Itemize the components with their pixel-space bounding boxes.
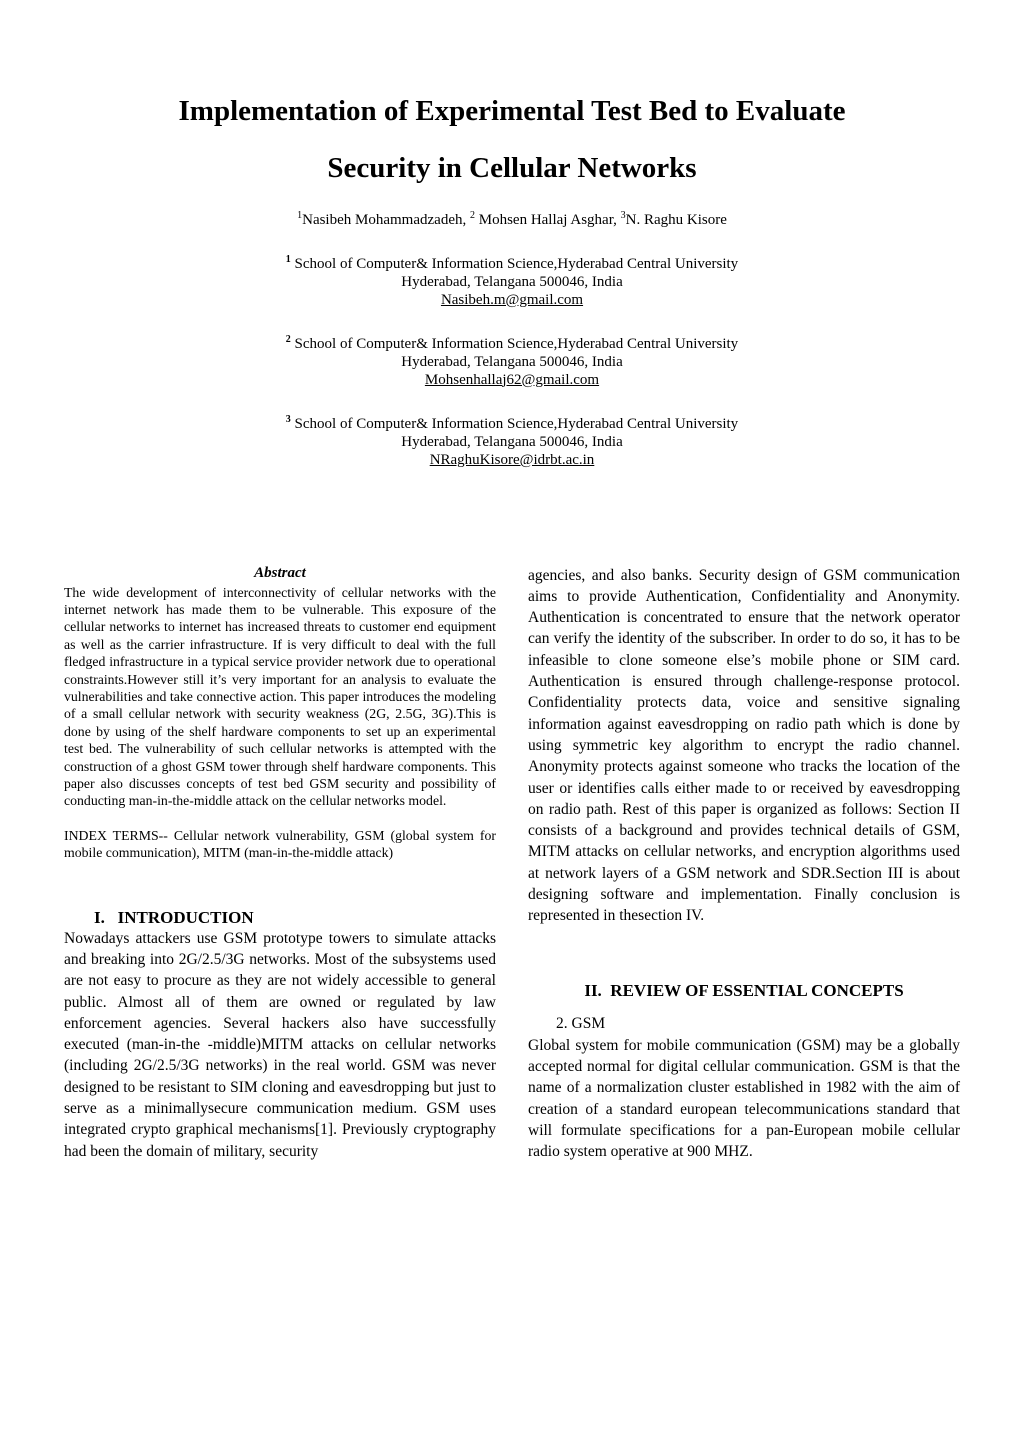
author-name-2: Mohsen Hallaj Asghar, [474, 211, 621, 228]
author-sup-2: 2 [469, 209, 475, 221]
affiliation-block-2 [0, 335, 1024, 389]
paper-title [0, 0, 1024, 186]
author-sup-1: 1 [297, 209, 303, 221]
left-column [64, 565, 496, 1163]
abstract-heading: Abstract [254, 564, 306, 581]
affiliation-institution: School of Computer& Information Science,Hyderabad Central University [290, 415, 739, 432]
affiliation-institution: School of Computer& Information Science,Hyderabad Central University [290, 335, 739, 352]
affiliation-line2: Hyderabad, Telangana 500046, India [401, 433, 623, 450]
affiliation-sup: 1 [285, 253, 291, 265]
affiliation-block-3 [0, 415, 1024, 469]
continuation-text: agencies, and also banks. Security design of GSM communication aims to provide Authentication, Confidentiality and Anonymity. Authentication is concentrated to ensure that the network operator can verify the identity of the subscriber. In order to do so, it has to be infeasible to clone someone else’s mobile phone or SIM card. Authentication is ensured through challenge-response protocol. Confidentiality protects data, voice and sensitive signaling information against eavesdropping on radio path which is done by using symmetric key algorithm to encrypt the radio channel. Anonymity protects against someone who tracks the location of the user or identifies calls either made to or received by eavesdropping on radio path. Rest of this paper is organized as follows: Section II consists of a background and provides technical details of GSM, MITM attacks on cellular networks, and encryption algorithms used at network layers of a GSM network and SDR.Section III is about designing software and implementation. Finally conclusion is represented in thesection IV. [528, 566, 960, 925]
email-link[interactable]: Mohsenhallaj62@gmail.com [424, 371, 600, 388]
authors-line [0, 209, 1024, 229]
abstract-text: The wide development of interconnectivity of cellular networks with the internet network has made them to be vulnerable. This exposure of the cellular networks to internet has increased threats to customer end equipment as well as the carrier infrastructure. If is very difficult to deal with the full fledged infrastructure in a typical service provider network due to operational constraints.However still it’s very important for an analysis to evaluate the vulnerabilities and take connective action. This paper introduces the modeling of a small cellular network with security weakness (2G, 2.5G, 3G).This is done by using of the shelf hardware components to set up an experimental test bed. The vulnerability of such cellular networks is attempted with the construction of a ghost GSM tower through shelf hardware components. This paper also discusses concepts of test bed GSM security and possibility of conducting man-in-the-middle attack on the cellular networks model. [64, 584, 496, 809]
email-link[interactable]: Nasibeh.m@gmail.com [440, 291, 584, 308]
affiliation-sup: 3 [285, 413, 291, 425]
index-terms: INDEX TERMS-- Cellular network vulnerability, GSM (global system for mobile communication), MITM (man-in-the-middle attack) [64, 827, 496, 861]
paper-title-line1: Implementation of Experimental Test Bed to Evaluate [178, 95, 846, 127]
paper-title-line2: Security in Cellular Networks [327, 151, 697, 184]
affiliation-line2: Hyderabad, Telangana 500046, India [401, 353, 623, 370]
author-name-1: Nasibeh Mohammadzadeh, [302, 211, 470, 228]
section-heading-review: II. REVIEW OF ESSENTIAL CONCEPTS [584, 980, 904, 1000]
affiliation-line2: Hyderabad, Telangana 500046, India [401, 273, 623, 290]
affiliation-line1 [0, 415, 1024, 433]
section-heading-introduction: I. INTRODUCTION [94, 907, 254, 927]
body-columns [0, 565, 1024, 1163]
author-sup-3: 3 [620, 209, 626, 221]
email-link[interactable]: NRaghuKisore@idrbt.ac.in [429, 451, 595, 468]
subsection-heading-gsm: 2. GSM [556, 1014, 606, 1032]
right-column [528, 565, 960, 1163]
gsm-text: Global system for mobile communication (GSM) may be a globally accepted normal for digital cellular communication. GSM is that the name of a normalization cluster established in 1982 with the aim of creation of a standard european telecommunications standard that will formulate specifications for a pan-European mobile cellular radio system operative at 900 MHZ. [528, 1036, 960, 1161]
affiliation-sup: 2 [285, 333, 291, 345]
affiliation-block-1 [0, 255, 1024, 309]
affiliation-line1 [0, 255, 1024, 273]
introduction-text: Nowadays attackers use GSM prototype towers to simulate attacks and breaking into 2G/2.5/3G networks. Most of the subsystems used are not easy to procure as they are not widely accessible to general public. Almost all of them are owned or regulated by law enforcement agencies. Several hackers also have successfully executed (man-in-the -middle)MITM attacks on cellular networks (including 2G/2.5/3G networks) in the real world. GSM was never designed to be resistant to SIM cloning and eavesdropping but just to serve as a minimallysecure communication medium. GSM uses integrated crypto graphical mechanisms[1]. Previously cryptography had been the domain of military, security [64, 929, 496, 1160]
author-name-3: N. Raghu Kisore [625, 211, 727, 228]
affiliation-line1 [0, 335, 1024, 353]
affiliation-institution: School of Computer& Information Science,Hyderabad Central University [290, 255, 739, 272]
